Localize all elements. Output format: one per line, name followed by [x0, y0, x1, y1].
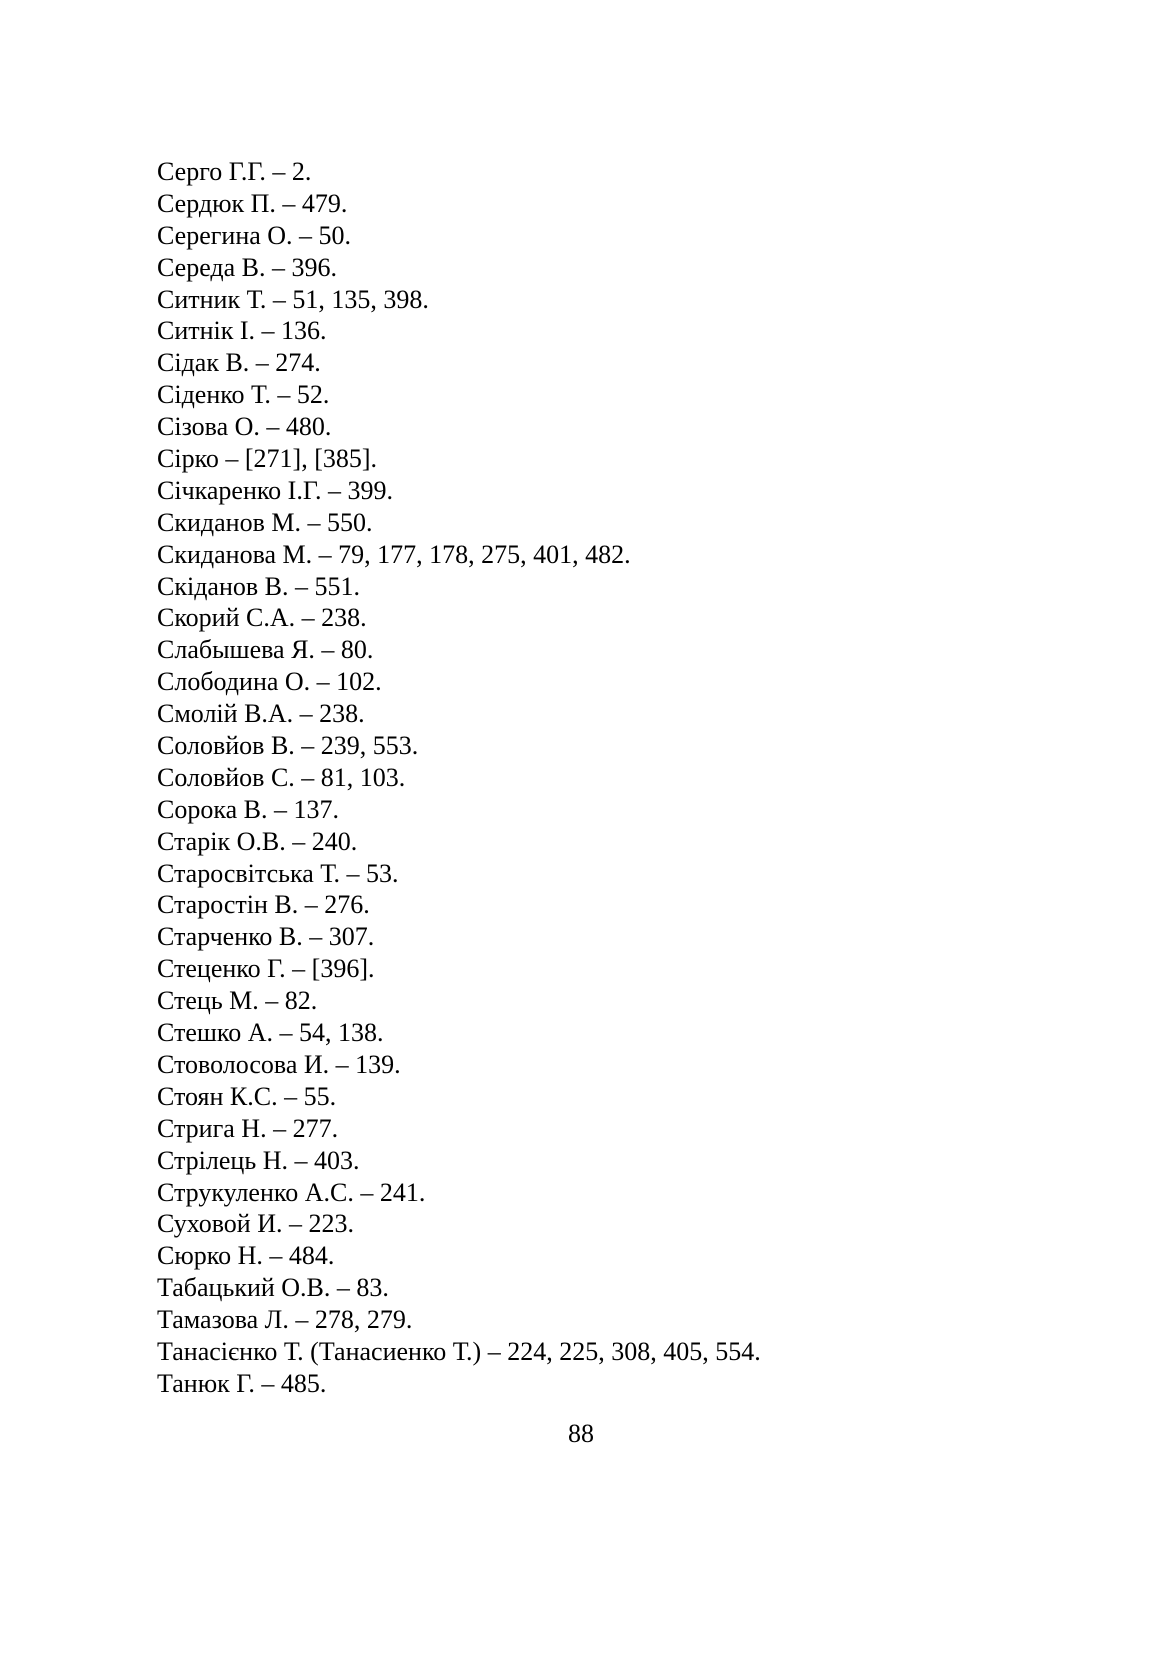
- index-entry: Суховой И. – 223.: [157, 1209, 354, 1239]
- index-entry: Танасієнко Т. (Танасиенко Т.) – 224, 225, 308, 405, 554.: [157, 1336, 761, 1366]
- index-entry: Стрілець Н. – 403.: [157, 1145, 360, 1175]
- index-entry: Соловйов В. – 239, 553.: [157, 731, 419, 761]
- index-entry: Танюк Г. – 485.: [157, 1368, 327, 1398]
- index-entry: Серегина О. – 50.: [157, 220, 352, 250]
- index-entry: Скорий С.А. – 238.: [157, 603, 367, 633]
- index-entry: Скиданов М. – 550.: [157, 507, 373, 537]
- index-entry: Слободина О. – 102.: [157, 667, 382, 697]
- index-entry: Сюрко Н. – 484.: [157, 1241, 335, 1271]
- index-entry: Тамазова Л. – 278, 279.: [157, 1305, 413, 1335]
- index-entry: Сідак В. – 274.: [157, 348, 321, 378]
- index-entry: Серго Г.Г. – 2.: [157, 157, 312, 186]
- index-entry: Ситнік І. – 136.: [157, 316, 327, 346]
- index-entry: Сіденко Т. – 52.: [157, 380, 330, 410]
- index-entry: Сірко – [271], [385].: [157, 444, 378, 474]
- index-entry: Сізова О. – 480.: [157, 412, 332, 442]
- index-entry: Старосвітська Т. – 53.: [157, 858, 399, 888]
- index-entry: Сорока В. – 137.: [157, 794, 339, 824]
- index-entry: Січкаренко І.Г. – 399.: [157, 475, 393, 505]
- index-entry: Слабышева Я. – 80.: [157, 635, 374, 665]
- index-entry: Середа В. – 396.: [157, 252, 338, 282]
- name-index-list: [157, 156, 761, 1400]
- index-entry: Стрига Н. – 277.: [157, 1113, 339, 1143]
- index-entry: Скиданова М. – 79, 177, 178, 275, 401, 482.: [157, 539, 631, 569]
- index-entry: Стоволосова И. – 139.: [157, 1049, 401, 1079]
- index-entry: Табацький О.В. – 83.: [157, 1273, 389, 1303]
- index-entry: Старченко В. – 307.: [157, 922, 375, 952]
- index-entry: Ситник Т. – 51, 135, 398.: [157, 284, 429, 314]
- page-number: 88: [568, 1419, 594, 1448]
- index-entry: Старостін В. – 276.: [157, 890, 370, 920]
- index-entry: Скіданов В. – 551.: [157, 571, 360, 601]
- index-entry: Стеценко Г. – [396].: [157, 954, 375, 984]
- index-entry: Сердюк П. – 479.: [157, 188, 348, 218]
- index-entry: Стець М. – 82.: [157, 986, 318, 1016]
- index-entry: Смолій В.А. – 238.: [157, 699, 365, 729]
- index-entry: Стоян К.С. – 55.: [157, 1081, 337, 1111]
- index-entry: Стешко А. – 54, 138.: [157, 1018, 384, 1048]
- index-entry: Старік О.В. – 240.: [157, 826, 358, 856]
- index-entry: Соловйов С. – 81, 103.: [157, 762, 406, 792]
- index-entry: Струкуленко А.С. – 241.: [157, 1177, 426, 1207]
